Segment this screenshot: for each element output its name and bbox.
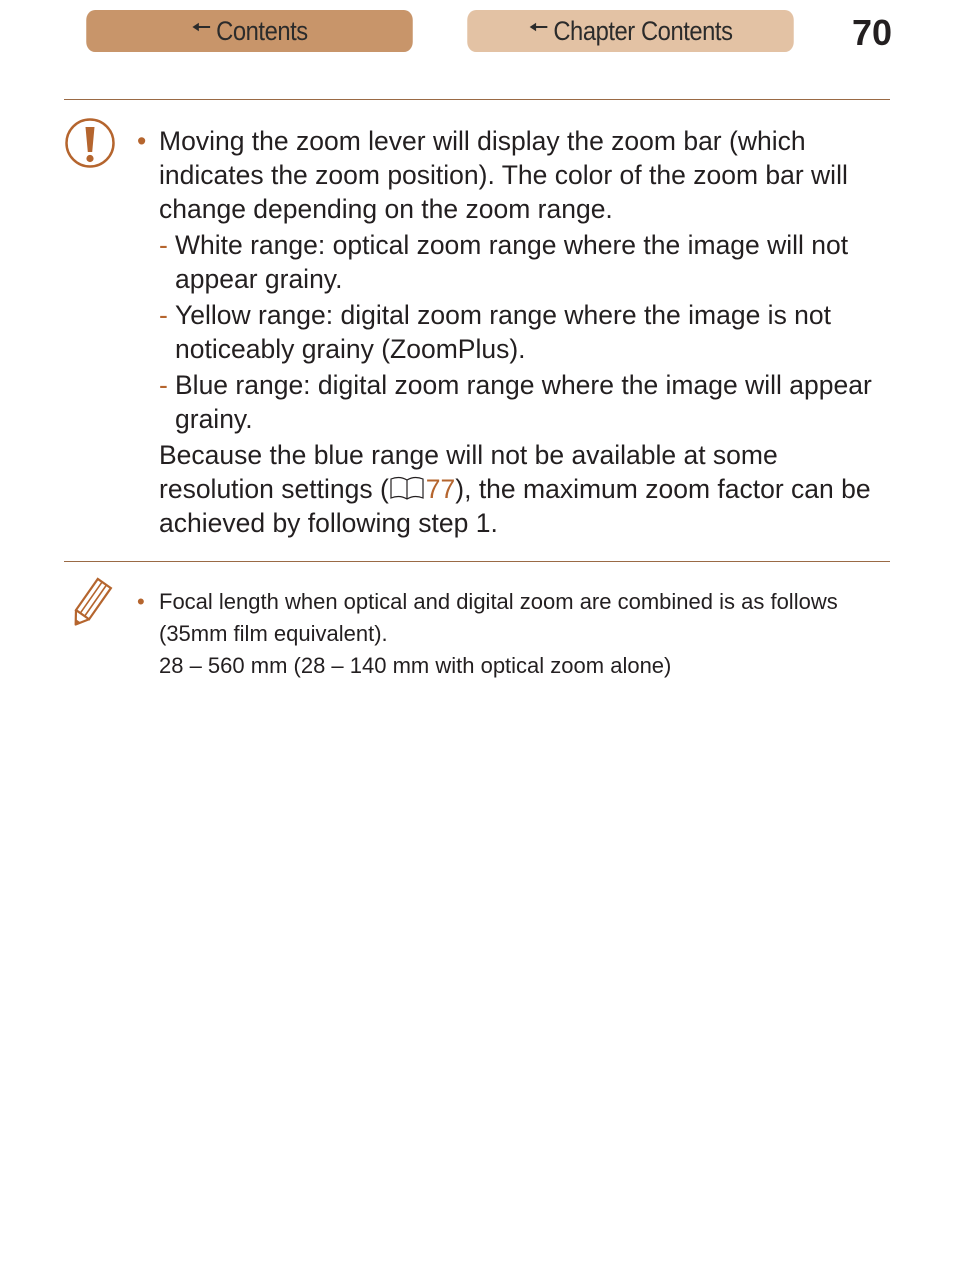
divider-middle <box>64 561 890 562</box>
contents-button[interactable] <box>86 10 412 52</box>
range-item-yellow <box>137 298 897 366</box>
caution-note <box>137 438 897 540</box>
memo-section <box>137 586 897 682</box>
dash-marker: - <box>159 370 168 400</box>
range-item-blue <box>137 368 897 436</box>
chapter-contents-button[interactable] <box>467 10 793 52</box>
exclamation-circle-icon <box>64 117 116 169</box>
bullet-marker: • <box>137 126 147 156</box>
caution-note-before: Because the blue range will not be available at some resolution settings ( <box>159 440 778 504</box>
memo-detail: 28 – 560 mm (28 – 140 mm with optical zoom alone) <box>159 653 672 678</box>
dash-marker: - <box>159 230 168 260</box>
page-reference-link[interactable] <box>389 474 455 504</box>
range-item-white <box>137 228 897 296</box>
page-number: 70 <box>851 12 892 53</box>
caution-bullet <box>137 124 897 226</box>
caution-note-after: ), the maximum zoom factor can be achieved by following step 1. <box>159 474 871 538</box>
caution-bullet-text: Moving the zoom lever will display the zoom bar (which indicates the zoom position). The color of the zoom bar will change depending on the zoom range. <box>159 126 848 224</box>
chapter-contents-button-label: Chapter Contents <box>553 15 733 46</box>
pencil-icon <box>66 577 114 631</box>
arrow-left-icon: 🠔 <box>191 12 211 42</box>
memo-bullet-text: Focal length when optical and digital zoom are combined is as follows (35mm film equivalent). <box>159 589 838 646</box>
memo-bullet <box>137 586 897 650</box>
book-icon <box>389 475 425 501</box>
arrow-left-icon: 🠔 <box>528 12 549 42</box>
bullet-marker: • <box>137 589 145 614</box>
range-item-blue-text: Blue range: digital zoom range where the image will appear grainy. <box>175 370 872 434</box>
dash-marker: - <box>159 300 168 330</box>
page-reference-number: 77 <box>425 474 456 504</box>
divider-top <box>64 99 890 100</box>
caution-section <box>137 124 897 540</box>
range-item-yellow-text: Yellow range: digital zoom range where the image is not noticeably grainy (ZoomPlus). <box>175 300 832 364</box>
contents-button-label: Contents <box>216 15 308 46</box>
range-item-white-text: White range: optical zoom range where the image will not appear grainy. <box>175 230 849 294</box>
